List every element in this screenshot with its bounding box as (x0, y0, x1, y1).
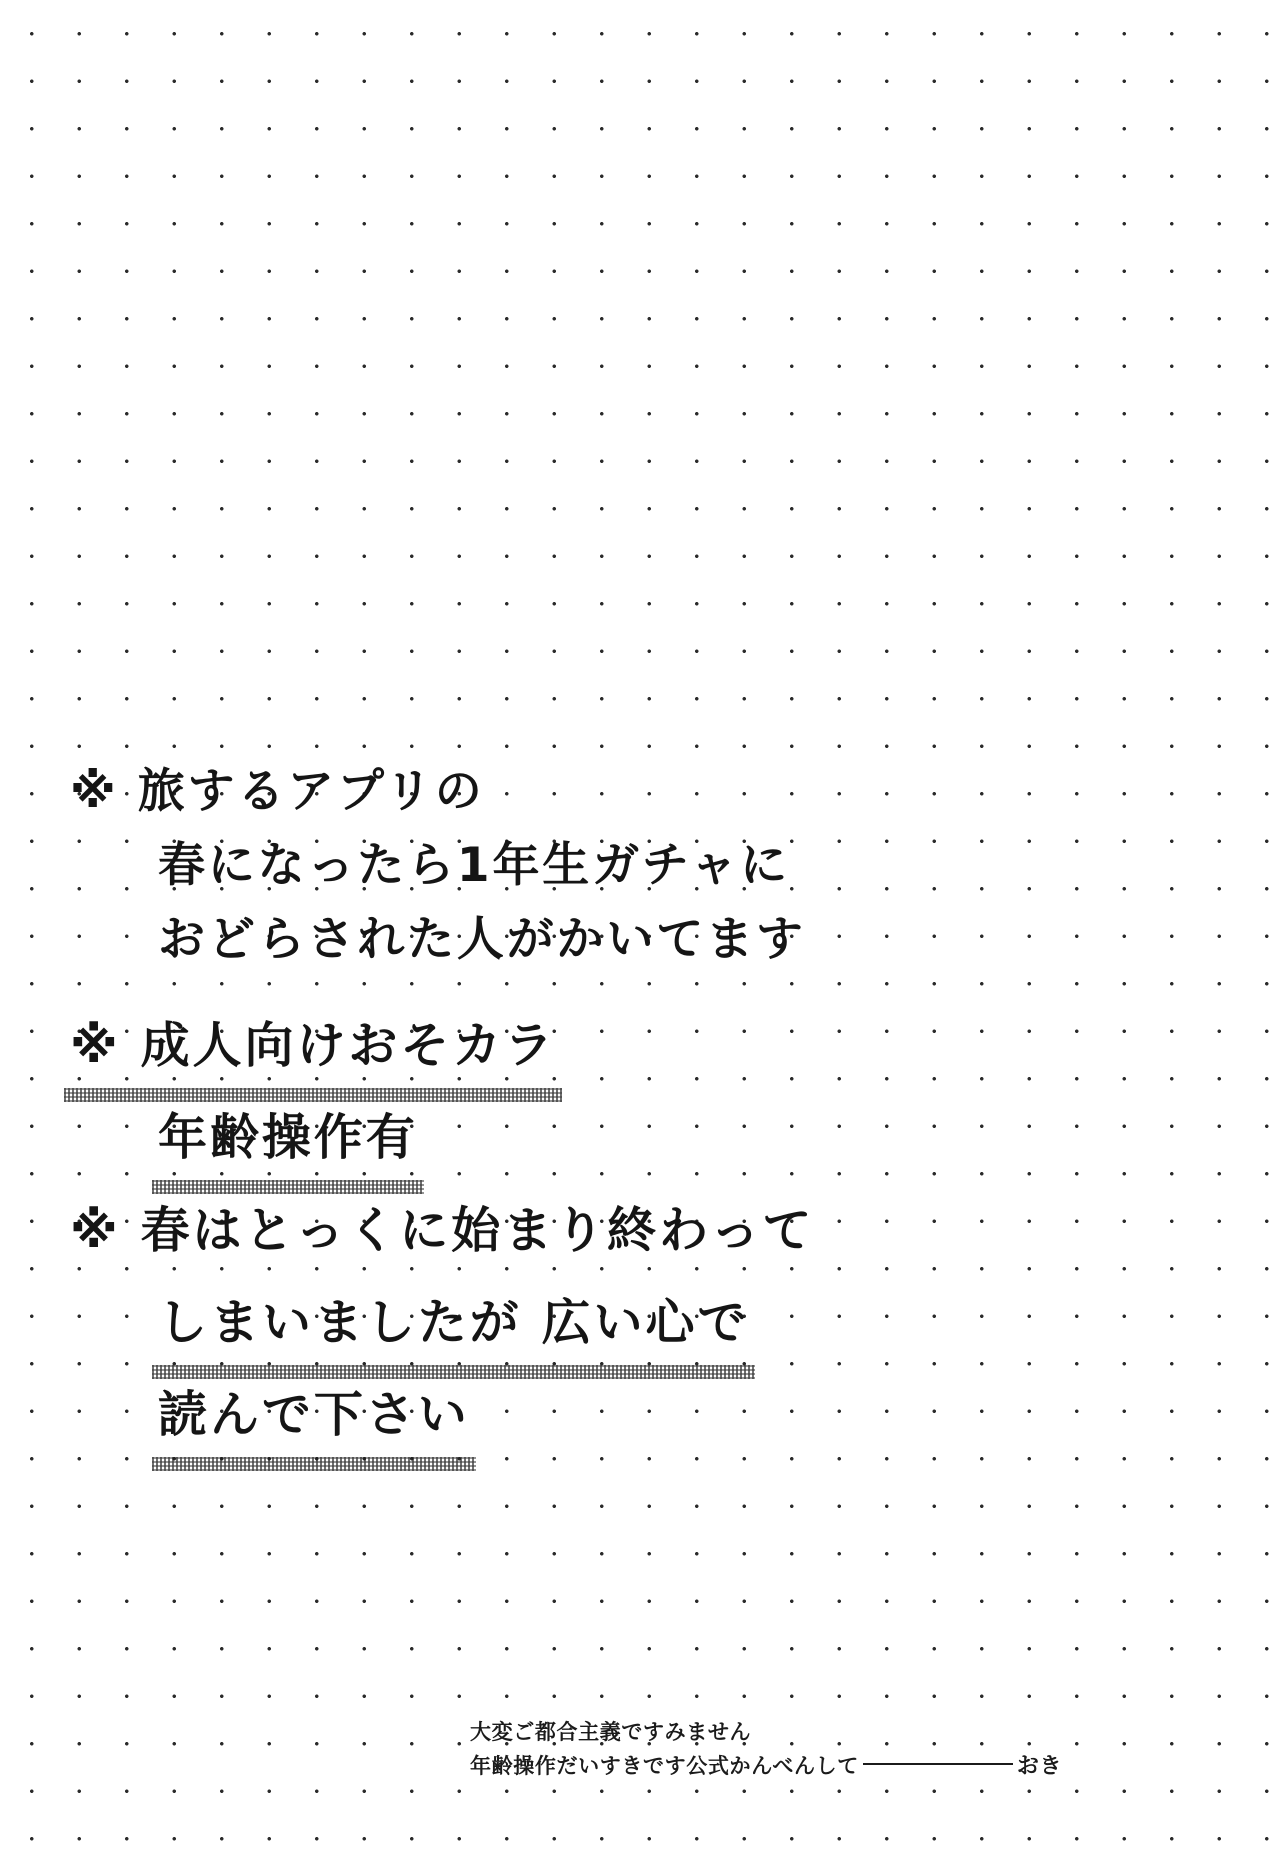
note-line (70, 1369, 814, 1461)
note-line (70, 1000, 556, 1092)
footnote-signature: おき (1016, 1754, 1063, 1779)
note-line (70, 1277, 814, 1369)
note-line-highlight: 年齢操作有 (158, 1092, 418, 1184)
note-block-travel-app (70, 755, 806, 977)
note-line: ※ 旅するアプリの (70, 764, 485, 819)
note-block-spring-ended (70, 1185, 814, 1461)
note-line: おどらされた人がかいてます (158, 912, 806, 967)
footnote-line-2 (470, 1749, 1062, 1784)
note-line: ※ 春はとっくに始まり終わって (70, 1202, 815, 1259)
note-line-highlight: ※ 成人向けおそカラ (70, 1000, 556, 1092)
note-block-adult-content (70, 1000, 556, 1184)
note-line-highlight: しまいましたが 広い心で (158, 1277, 749, 1369)
footnote-tail-stroke (863, 1763, 1013, 1765)
note-line-highlight: 読んで下さい (158, 1369, 470, 1461)
footnote-block (470, 1715, 1062, 1784)
note-line (70, 1092, 556, 1184)
footnote-line-1: 大変ご都合主義ですみません (470, 1720, 752, 1744)
footnote-line-2-text: 年齢操作だいすきです公式かんべんして (470, 1754, 859, 1778)
note-line: 春になったら1年生ガチャに (158, 838, 790, 893)
